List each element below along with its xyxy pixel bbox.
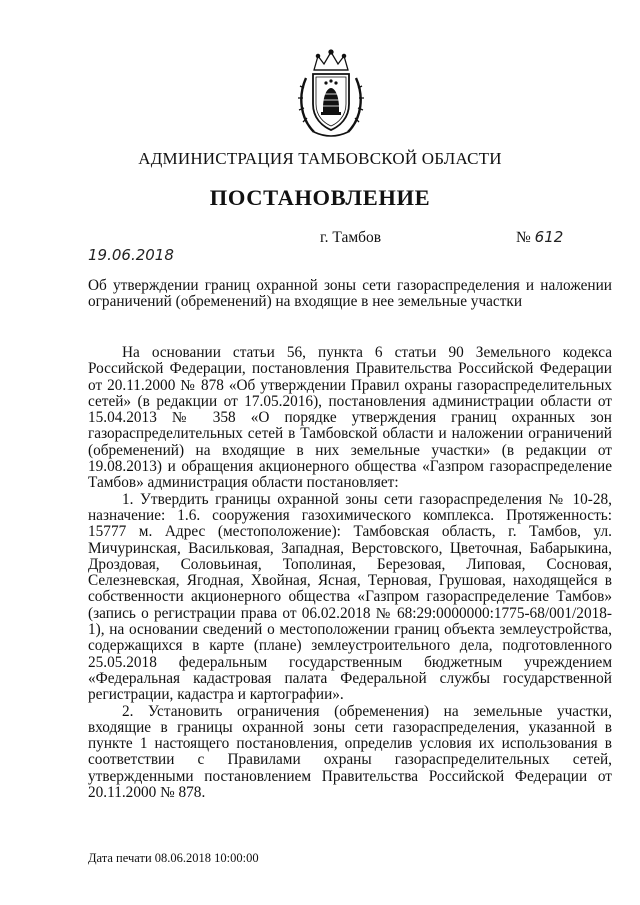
organization-name: АДМИНИСТРАЦИЯ ТАМБОВСКОЙ ОБЛАСТИ [138,149,502,168]
clause-1-paragraph: 1. Утвердить границы охранной зоны сети газораспределения № 10-28, назначение: 1.6. сооружения газохимического комплекса. Протяженность: 15777 м. Адрес (местоположение): Тамбовская область, г. Тамбов, ул. Мичуринская, Васильковая, Западная, Верстовского, Цветочная, Бабарыкина, Дроздовая, Соловьиная, Тополиная, Березовая, Липовая, Сосновая, Селезневская, Ягодная, Хвойная, Ясная, Терновая, Грушовая, находящейся в собственности акционерного общества «Газпром газораспределение Тамбов» (запись о регистрации права от 06.02.2018 № 68:29:0000000:1775-68/001/2018-1), на основании сведений о местоположении границ объекта землеустройства, содержащихся в карте (плане) землеустроительного дела, подготовленного 25.05.2018 федеральным государственным бюджетным учреждением «Федеральная кадастровая палата Федеральной службы государственной регистрации, кадастра и картографии». [88,490,612,704]
document-date: 19.06.2018 [88,246,174,264]
document-body [88,345,612,801]
tambov-coat-of-arms-icon [296,48,366,144]
document-city: г. Тамбов [320,229,382,246]
document-title: Об утверждении границ охранной зоны сети газораспределения и наложении ограничений (обременений) на входящие в нее земельные участки [88,277,612,310]
document-type: ПОСТАНОВЛЕНИЕ [209,185,431,210]
number-value: 612 [534,228,564,246]
print-date: Дата печати 08.06.2018 10:00:00 [88,851,259,865]
preamble-paragraph: На основании статьи 56, пункта 6 статьи 90 Земельного кодекса Российской Федерации, постановления Правительства Российской Федерации от 20.11.2000 № 878 «Об утверждении Правил охраны газораспределительных сетей» (в редакции от 17.05.2016), постановления администрации области от 15.04.2013 № 358 «О порядке утверждения границ охранных зон газораспределительных сетей в Тамбовской области и наложении ограничений (обременений) на входящие в них земельные участки» (в редакции от 19.08.2013) и обращения акционерного общества «Газпром газораспределение Тамбов» администрация области постановляет: [88,344,612,492]
clause-2-paragraph: 2. Установить ограничения (обременения) на земельные участки, входящие в границы охранной зоны сети газораспределения, указанной в пункте 1 настоящего постановления, определив условия их использования в соответствии с Правилами охраны газораспределительных сетей, утвержденными постановлением Правительства Российской Федерации от 20.11.2000 № 878. [88,702,612,802]
document-number [516,228,563,247]
number-prefix: № [516,229,531,246]
